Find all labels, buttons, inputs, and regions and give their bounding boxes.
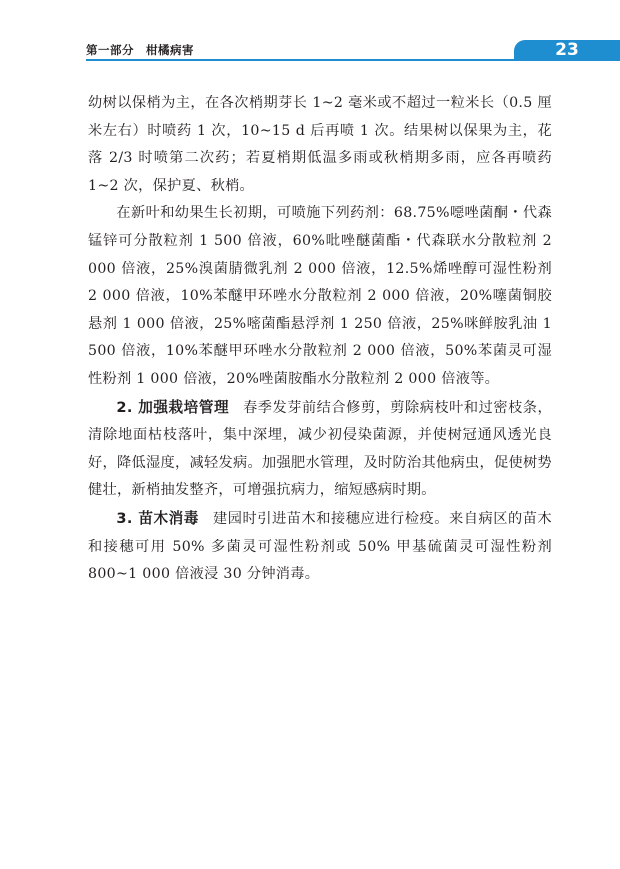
section-cultivation bbox=[88, 394, 552, 505]
body-paragraph-2: 在新叶和幼果生长初期，可喷施下列药剂：68.75%噁唑菌酮・代森锰锌可分散粒剂 1 500 倍液，60%吡唑醚菌酯・代森联水分散粒剂 2 000 倍液，25%溴菌腈微乳剂 2 000 倍液，12.5%烯唑醇可湿性粉剂 2 000 倍液，10%苯醚甲环唑水分散粒剂 2 000 倍液，20%噻菌铜胶悬剂 1 000 倍液，25%嘧菌酯悬浮剂 1 250 倍液，25%咪鲜胺乳油 1 500 倍液，10%苯醚甲环唑水分散粒剂 2 000 倍液，50%苯菌灵可湿性粉剂 1 000 倍液，20%唑菌胺酯水分散粒剂 2 000 倍液等。 bbox=[88, 205, 552, 387]
section-text-cultivation: 春季发芽前结合修剪，剪除病枝叶和过密枝条，清除地面枯枝落叶，集中深埋，减少初侵染菌源，并使树冠通风透光良好，降低湿度，减轻发病。加强肥水管理，及时防治其他病虫，促使树势健壮，新梢抽发整齐，可增强抗病力，缩短感病时期。 bbox=[88, 399, 552, 499]
section-seedling-disinfection bbox=[88, 505, 552, 589]
section-text-seedling-disinfection: 建园时引进苗木和接穗应进行检疫。来自病区的苗木和接穗可用 50% 多菌灵可湿性粉剂或 50% 甲基硫菌灵可湿性粉剂 800~1 000 倍液浸 30 分钟消毒。 bbox=[88, 510, 552, 583]
running-header-title: 第一部分 柑橘病害 bbox=[86, 43, 194, 57]
page-header bbox=[0, 0, 620, 64]
page-body bbox=[88, 90, 552, 589]
body-paragraph-1: 幼树以保梢为主，在各次梢期芽长 1~2 毫米或不超过一粒米长（0.5 厘米左右）时喷药 1 次，10~15 d 后再喷 1 次。结果树以保果为主，花落 2/3 时喷第二次药；若夏梢期低温多雨或秋梢期多雨，应各再喷药 1~2 次，保护夏、秋梢。 bbox=[88, 95, 552, 194]
page-number: 23 bbox=[555, 40, 579, 60]
page-number-tab bbox=[514, 40, 620, 61]
section-heading-seedling-disinfection: 3. 苗木消毒 bbox=[116, 509, 199, 527]
section-heading-cultivation: 2. 加强栽培管理 bbox=[116, 398, 230, 416]
